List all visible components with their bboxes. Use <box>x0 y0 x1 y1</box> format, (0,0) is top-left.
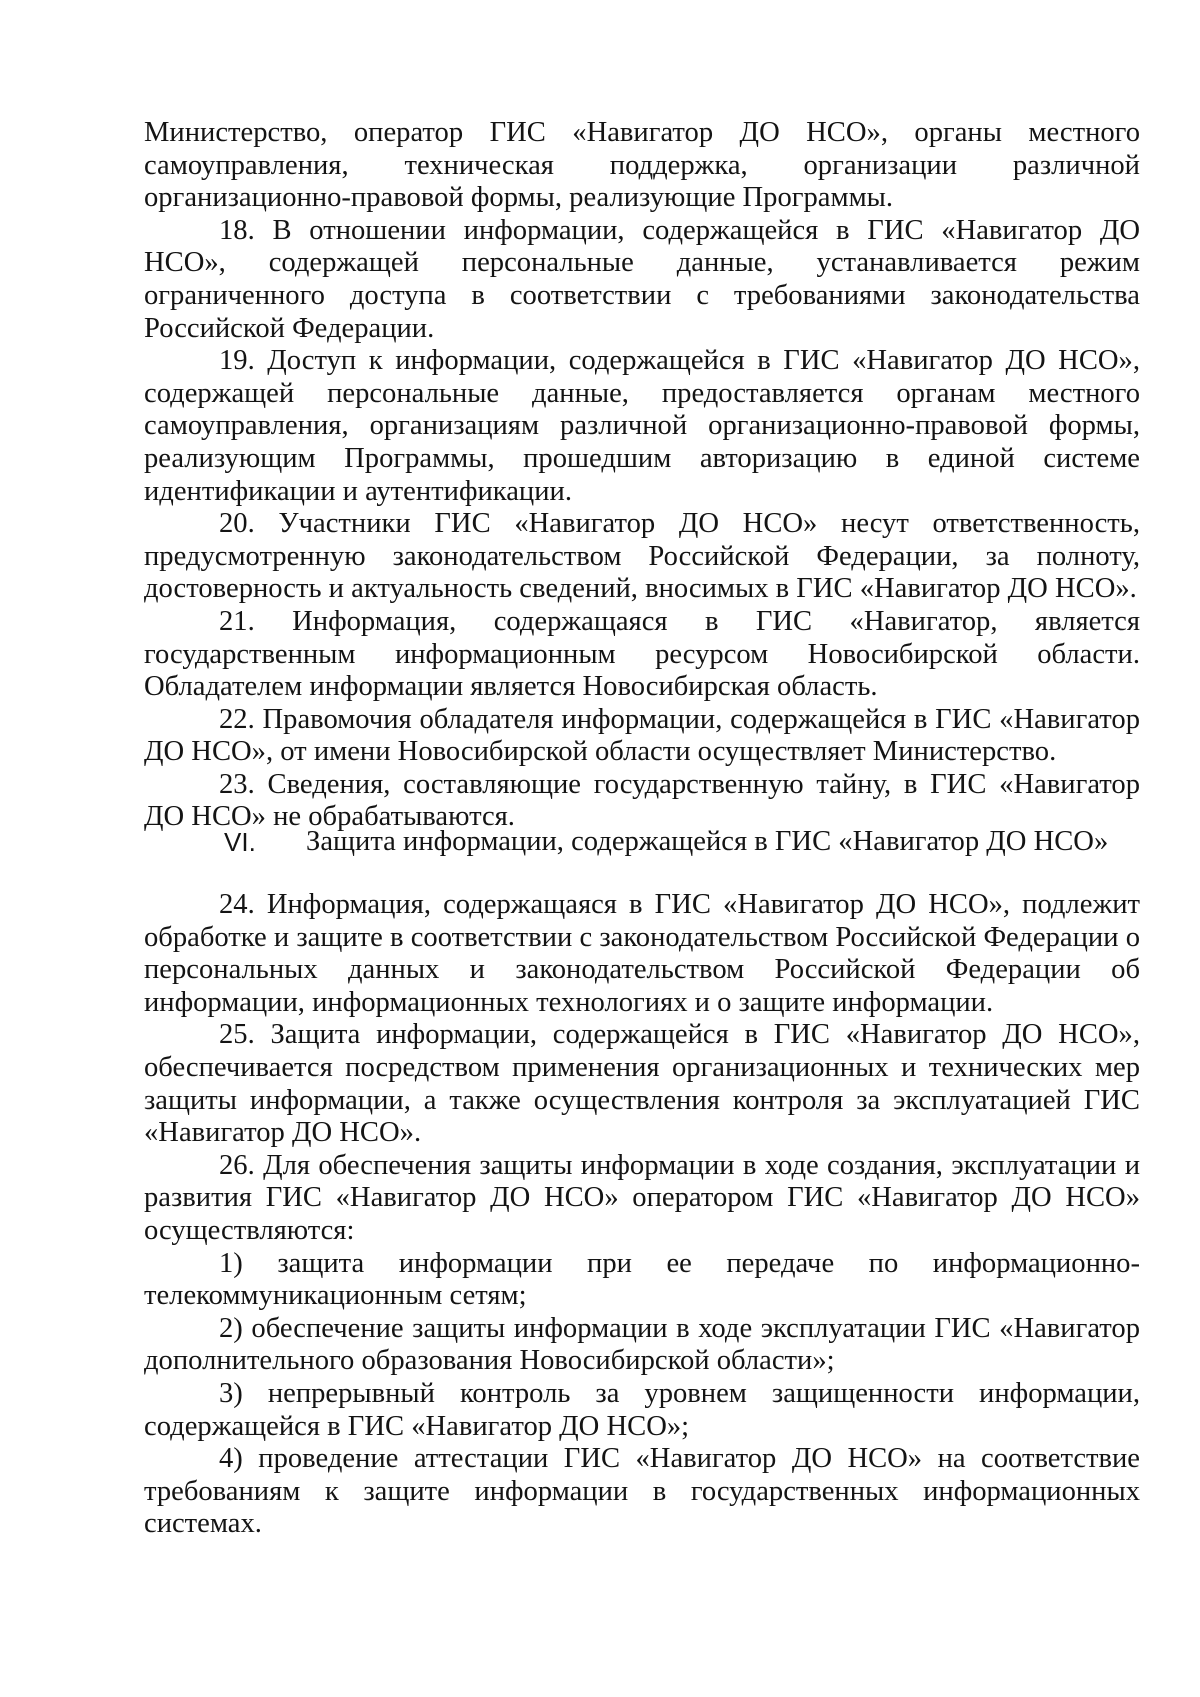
paragraph-22: 22. Правомочия обладателя информации, содержащейся в ГИС «Навигатор ДО НСО», от имени Новосибирской области осуществляет Министерство. <box>144 703 1140 768</box>
section-number: VI. <box>224 827 256 857</box>
paragraph-25: 25. Защита информации, содержащейся в ГИС «Навигатор ДО НСО», обеспечивается посредством применения организационных и технических мер защиты информации, а также осуществления контроля за эксплуатацией ГИС «Навигатор ДО НСО». <box>144 1019 1140 1149</box>
list-item-2: 2) обеспечение защиты информации в ходе эксплуатации ГИС «Навигатор дополнительного образования Новосибирской области»; <box>144 1312 1140 1377</box>
section-title: Защита информации, содержащейся в ГИС «Навигатор ДО НСО» <box>306 826 1109 857</box>
text-block-lower <box>144 889 1140 1541</box>
paragraph-21: 21. Информация, содержащаяся в ГИС «Навигатор, является государственным информационным ресурсом Новосибирской области. Обладателем информации является Новосибирская область. <box>144 605 1140 703</box>
list-item-1: 1) защита информации при ее передаче по информационно-телекоммуникационным сетям; <box>144 1247 1140 1312</box>
paragraph-26: 26. Для обеспечения защиты информации в ходе создания, эксплуатации и развития ГИС «Навигатор ДО НСО» оператором ГИС «Навигатор ДО НСО» осуществляются: <box>144 1149 1140 1246</box>
text-block-upper <box>144 117 1140 834</box>
paragraph-23: 23. Сведения, составляющие государственную тайну, в ГИС «Навигатор ДО НСО» не обрабатываются. <box>144 768 1140 833</box>
paragraph-continuation: Министерство, оператор ГИС «Навигатор ДО НСО», органы местного самоуправления, техническая поддержка, организации различной организационно-правовой формы, реализующие Программы. <box>144 117 1140 214</box>
list-item-4: 4) проведение аттестации ГИС «Навигатор ДО НСО» на соответствие требованиям к защите информации в государственных информационных системах. <box>144 1443 1140 1540</box>
paragraph-19: 19. Доступ к информации, содержащейся в ГИС «Навигатор ДО НСО», содержащей персональные данные, предоставляется органам местного самоуправления, организациям различной организационно-правовой формы, реализующим Программы, прошедшим авторизацию в единой системе идентификации и аутентификации. <box>144 345 1140 507</box>
list-item-3: 3) непрерывный контроль за уровнем защищенности информации, содержащейся в ГИС «Навигатор ДО НСО»; <box>144 1377 1140 1442</box>
paragraph-20: 20. Участники ГИС «Навигатор ДО НСО» несут ответственность, предусмотренную законодательством Российской Федерации, за полноту, достоверность и актуальность сведений, вносимых в ГИС «Навигатор ДО НСО». <box>144 508 1140 605</box>
paragraph-24: 24. Информация, содержащаяся в ГИС «Навигатор ДО НСО», подлежит обработке и защите в соответствии с законодательством Российской Федерации о персональных данных и законодательством Российской Федерации об информации, информационных технологиях и о защите информации. <box>144 889 1140 1018</box>
paragraph-18: 18. В отношении информации, содержащейся в ГИС «Навигатор ДО НСО», содержащей персональные данные, устанавливается режим ограниченного доступа в соответствии с требованиями законодательства Российской Федерации. <box>144 214 1140 344</box>
